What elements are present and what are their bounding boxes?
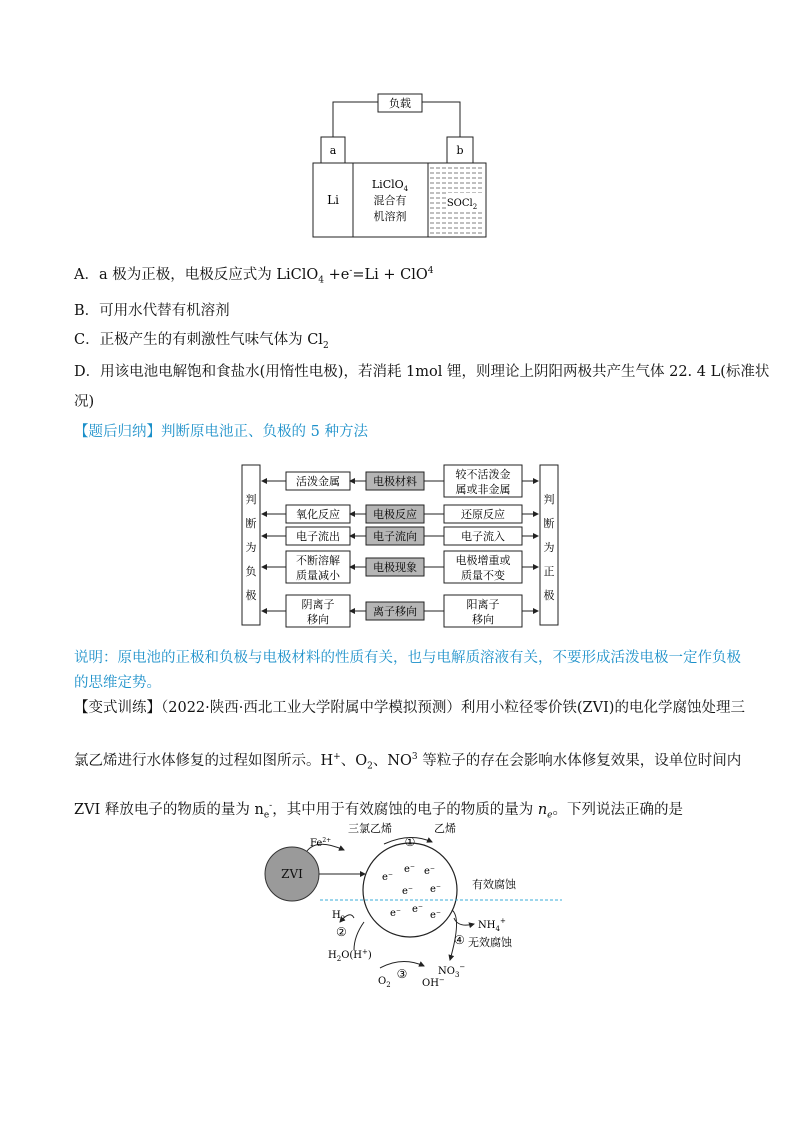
flow-right-label: 属或非金属 (455, 483, 511, 496)
option-c: C．正极产生的有刺激性气味气体为 $Cl_2$ (74, 332, 329, 351)
flow-right-label: 还原反应 (461, 508, 505, 521)
flow-left-label: 质量减小 (296, 569, 340, 582)
li-label: Li (327, 193, 339, 207)
note-line2: 的思维定势。 (74, 675, 161, 691)
exercise-line1: 【变式训练】（2022·陕西·西北工业大学附属中学模拟预测）利用小粒径零价铁(ZVI)的电化学腐蚀处理三 (74, 700, 745, 716)
svg-text:LiClO4: LiClO$_4$ (371, 178, 409, 193)
flow-row (262, 527, 538, 545)
method-flow-diagram (238, 455, 568, 635)
flow-left-label: 活泼金属 (296, 475, 340, 488)
svg-text:③: ③ (396, 967, 408, 981)
flow-row (262, 465, 538, 497)
zvi-corrosion-figure (262, 818, 562, 998)
flow-right-label: 移向 (472, 613, 494, 626)
trichloroethylene: 三氯乙烯 (348, 822, 392, 835)
negative-side-char: 判 (245, 493, 257, 506)
flow-row (262, 551, 538, 583)
flow-left-label: 不断溶解 (296, 554, 340, 567)
flow-left-label: 阴离子 (301, 598, 335, 611)
flow-center-label: 电极现象 (373, 561, 417, 574)
negative-side-char: 断 (245, 517, 257, 530)
positive-side-char: 极 (543, 589, 555, 602)
summary-title: 【题后归纳】判断原电池正、负极的 5 种方法 (74, 424, 368, 440)
option-d-line2: 况) (74, 394, 95, 410)
flow-center-label: 电子流向 (373, 530, 417, 543)
svg-text:NH4+: $NH_4^+$ (478, 917, 506, 933)
svg-text:O2: $O_2$ (378, 976, 391, 989)
exercise-line3: ZVI 释放电子的物质的量为 $n_e^-$，其中用于有效腐蚀的电子的物质的量为 $n_e$。下列说法正确的是 (74, 801, 683, 821)
svg-text:H2: $H_2$ (332, 910, 346, 923)
svg-text:混合有: 混合有 (373, 194, 407, 207)
electron-symbol: e− (402, 885, 413, 897)
flow-right-label: 电子流入 (461, 530, 505, 543)
electron-symbol: e− (412, 903, 423, 915)
positive-side-char: 正 (543, 565, 555, 578)
electron-symbol: e− (430, 883, 441, 895)
svg-text:H2O(H+): $H_2O(H^+)$ (328, 948, 372, 963)
flow-row (262, 595, 538, 627)
flow-center-label: 电极反应 (373, 508, 417, 521)
svg-text:②: ② (336, 925, 347, 939)
flow-right-label: 阳离子 (466, 598, 500, 611)
svg-text:a: a (329, 144, 337, 157)
electron-symbol: e− (404, 863, 415, 875)
option-d-line1: D．用该电池电解饱和食盐水(用惰性电极)，若消耗 1mol 锂，则理论上阴阳两极共产生气体 22. 4 L(标准状 (74, 364, 770, 380)
positive-side-char: 判 (543, 493, 555, 506)
ineffective-corrosion: 无效腐蚀 (468, 936, 512, 949)
flow-center-label: 电极材料 (373, 475, 417, 488)
svg-text:机溶剂: 机溶剂 (373, 210, 407, 223)
flow-left-label: 氧化反应 (296, 508, 340, 521)
electron-symbol: e− (430, 909, 441, 921)
option-b: B．可用水代替有机溶剂 (74, 303, 230, 319)
svg-text:①: ① (404, 835, 416, 849)
flow-left-label: 移向 (307, 613, 329, 626)
flow-row (262, 505, 538, 523)
effective-corrosion: 有效腐蚀 (472, 878, 516, 891)
flow-right-label: 较不活泼金 (455, 468, 511, 481)
svg-text:Fe2+: $Fe^{2+}$ (310, 837, 332, 849)
svg-text:NO3−: $NO_3^-$ (438, 963, 466, 979)
exercise-line2: 氯乙烯进行水体修复的过程如图所示。H+、$O_2$、$NO^3$ 等粒子的存在会影响水体修复效果，设单位时间内 (74, 752, 742, 772)
electron-symbol: e− (382, 871, 393, 883)
svg-text:④: ④ (454, 933, 465, 947)
ethylene: 乙烯 (434, 822, 456, 835)
flow-right-label: 质量不变 (461, 569, 505, 582)
svg-text:SOCl2: SOCl$_2$ (446, 198, 478, 211)
negative-side-char: 为 (245, 541, 257, 554)
electron-symbol: e− (424, 865, 435, 877)
svg-text:b: b (456, 144, 464, 157)
battery-figure (310, 92, 490, 240)
flow-right-label: 电极增重或 (455, 554, 511, 567)
positive-side-char: 断 (543, 517, 555, 530)
flow-center-label: 离子移向 (373, 605, 417, 618)
zvi-label: ZVI (281, 867, 303, 881)
note-line1: 说明：原电池的正极和负极与电极材料的性质有关，也与电解质溶液有关，不要形成活泼电极一定作负极 (74, 650, 741, 666)
svg-text:OH−: OH− (422, 976, 445, 989)
load-label: 负载 (389, 97, 411, 110)
negative-side-char: 极 (245, 589, 257, 602)
option-a: A．a 极为正极，电极反应式为 LiClO$_4$ +e-=Li + ClO$^4$ (74, 266, 434, 286)
negative-side-char: 负 (245, 565, 257, 578)
positive-side-char: 为 (543, 541, 555, 554)
flow-left-label: 电子流出 (296, 530, 340, 543)
electron-symbol: e− (390, 907, 401, 919)
